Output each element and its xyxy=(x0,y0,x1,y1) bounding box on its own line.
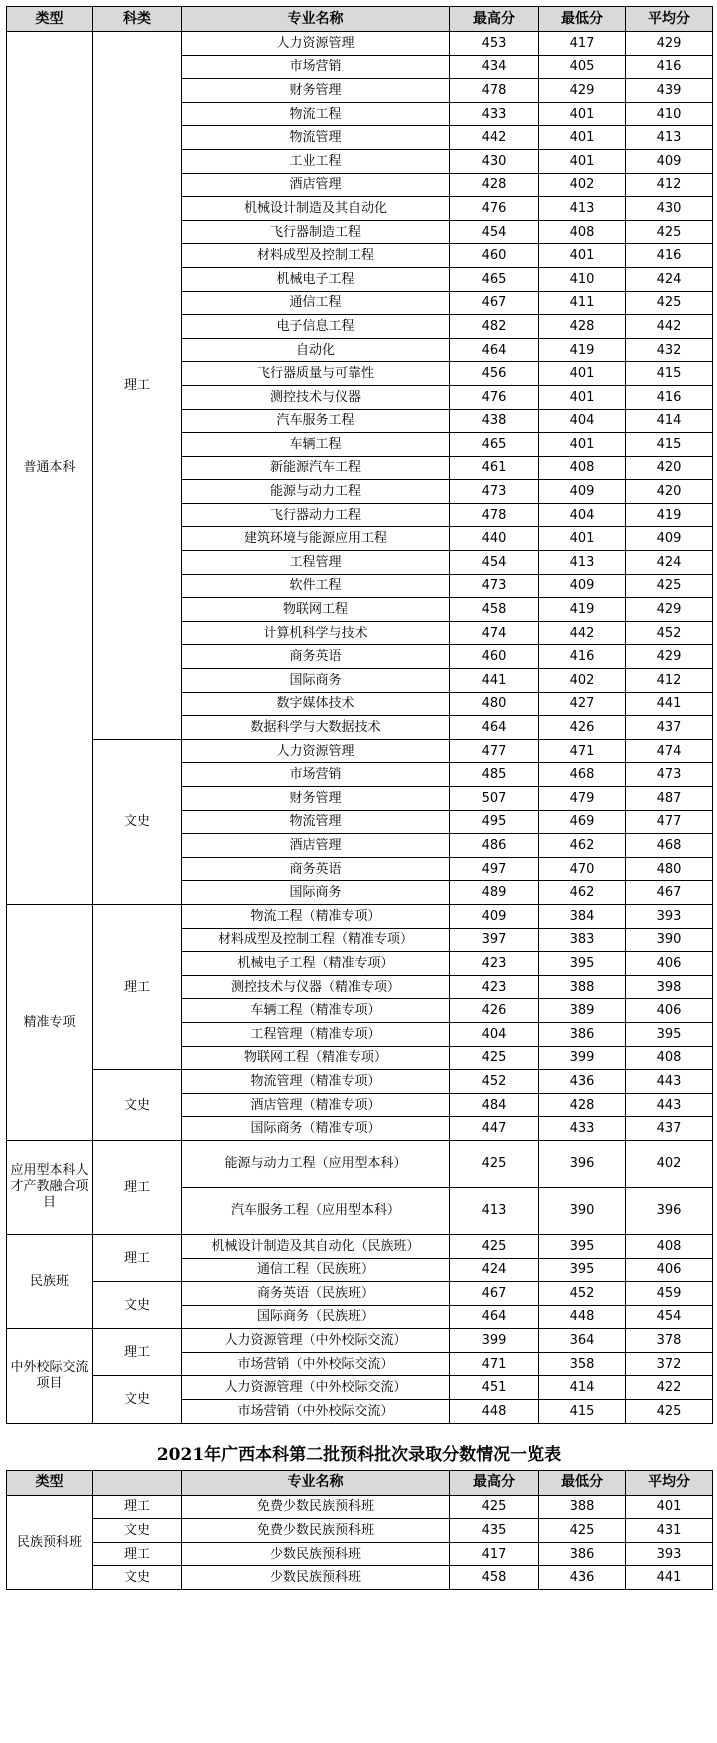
major-name-cell: 免费少数民族预科班 xyxy=(182,1519,450,1543)
major-name-cell: 机械电子工程 xyxy=(182,267,450,291)
table-row xyxy=(7,1282,713,1306)
avg-score-cell: 413 xyxy=(626,126,713,150)
major-name-cell: 国际商务 xyxy=(182,881,450,905)
max-score-cell: 464 xyxy=(450,1305,539,1329)
min-score-cell: 415 xyxy=(539,1400,626,1424)
max-score-cell: 473 xyxy=(450,574,539,598)
max-score-cell: 473 xyxy=(450,480,539,504)
avg-score-cell: 416 xyxy=(626,244,713,268)
max-score-cell: 464 xyxy=(450,716,539,740)
min-score-cell: 425 xyxy=(539,1519,626,1543)
max-score-cell: 451 xyxy=(450,1376,539,1400)
major-name-cell: 软件工程 xyxy=(182,574,450,598)
avg-score-cell: 408 xyxy=(626,1046,713,1070)
category-cell: 文史 xyxy=(93,1070,182,1141)
min-score-cell: 404 xyxy=(539,409,626,433)
avg-score-cell: 467 xyxy=(626,881,713,905)
max-score-cell: 423 xyxy=(450,975,539,999)
max-score-cell: 425 xyxy=(450,1140,539,1187)
min-score-cell: 401 xyxy=(539,244,626,268)
max-score-cell: 425 xyxy=(450,1495,539,1519)
avg-score-cell: 487 xyxy=(626,787,713,811)
max-score-cell: 424 xyxy=(450,1258,539,1282)
major-name-cell: 自动化 xyxy=(182,338,450,362)
max-score-cell: 423 xyxy=(450,952,539,976)
min-score-cell: 384 xyxy=(539,904,626,928)
avg-score-cell: 402 xyxy=(626,1140,713,1187)
header-type: 类型 xyxy=(7,1470,93,1495)
min-score-cell: 401 xyxy=(539,149,626,173)
min-score-cell: 452 xyxy=(539,1282,626,1306)
min-score-cell: 417 xyxy=(539,32,626,56)
min-score-cell: 389 xyxy=(539,999,626,1023)
major-name-cell: 机械电子工程（精准专项） xyxy=(182,952,450,976)
major-name-cell: 建筑环境与能源应用工程 xyxy=(182,527,450,551)
table-row xyxy=(7,1070,713,1094)
category-cell: 理工 xyxy=(93,904,182,1069)
major-name-cell: 物联网工程（精准专项） xyxy=(182,1046,450,1070)
max-score-cell: 485 xyxy=(450,763,539,787)
major-name-cell: 人力资源管理 xyxy=(182,739,450,763)
avg-score-cell: 454 xyxy=(626,1305,713,1329)
min-score-cell: 462 xyxy=(539,834,626,858)
max-score-cell: 467 xyxy=(450,291,539,315)
preparatory-score-table xyxy=(6,1470,713,1590)
avg-score-cell: 459 xyxy=(626,1282,713,1306)
max-score-cell: 435 xyxy=(450,1519,539,1543)
max-score-cell: 507 xyxy=(450,787,539,811)
avg-score-cell: 390 xyxy=(626,928,713,952)
max-score-cell: 452 xyxy=(450,1070,539,1094)
max-score-cell: 456 xyxy=(450,362,539,386)
min-score-cell: 416 xyxy=(539,645,626,669)
major-name-cell: 汽车服务工程 xyxy=(182,409,450,433)
major-name-cell: 市场营销 xyxy=(182,55,450,79)
avg-score-cell: 441 xyxy=(626,692,713,716)
avg-score-cell: 424 xyxy=(626,551,713,575)
major-name-cell: 机械设计制造及其自动化（民族班） xyxy=(182,1234,450,1258)
major-name-cell: 免费少数民族预科班 xyxy=(182,1495,450,1519)
category-cell: 理工 xyxy=(93,32,182,740)
major-name-cell: 人力资源管理（中外校际交流） xyxy=(182,1376,450,1400)
major-name-cell: 车辆工程（精准专项） xyxy=(182,999,450,1023)
avg-score-cell: 473 xyxy=(626,763,713,787)
max-score-cell: 474 xyxy=(450,621,539,645)
table-row xyxy=(7,1519,713,1543)
header-major: 专业名称 xyxy=(182,1470,450,1495)
avg-score-cell: 431 xyxy=(626,1519,713,1543)
major-name-cell: 市场营销 xyxy=(182,763,450,787)
min-score-cell: 388 xyxy=(539,1495,626,1519)
major-name-cell: 财务管理 xyxy=(182,79,450,103)
avg-score-cell: 452 xyxy=(626,621,713,645)
major-name-cell: 计算机科学与技术 xyxy=(182,621,450,645)
major-name-cell: 物流管理 xyxy=(182,810,450,834)
min-score-cell: 401 xyxy=(539,527,626,551)
major-name-cell: 市场营销（中外校际交流） xyxy=(182,1400,450,1424)
table-row xyxy=(7,1566,713,1590)
max-score-cell: 428 xyxy=(450,173,539,197)
min-score-cell: 471 xyxy=(539,739,626,763)
avg-score-cell: 406 xyxy=(626,999,713,1023)
max-score-cell: 482 xyxy=(450,315,539,339)
header-min-score: 最低分 xyxy=(539,1470,626,1495)
max-score-cell: 467 xyxy=(450,1282,539,1306)
table-body xyxy=(7,32,713,1424)
min-score-cell: 402 xyxy=(539,173,626,197)
avg-score-cell: 419 xyxy=(626,503,713,527)
max-score-cell: 442 xyxy=(450,126,539,150)
major-name-cell: 新能源汽车工程 xyxy=(182,456,450,480)
major-name-cell: 物流工程 xyxy=(182,102,450,126)
major-name-cell: 人力资源管理 xyxy=(182,32,450,56)
max-score-cell: 433 xyxy=(450,102,539,126)
major-name-cell: 飞行器动力工程 xyxy=(182,503,450,527)
min-score-cell: 448 xyxy=(539,1305,626,1329)
type-cell: 普通本科 xyxy=(7,32,93,905)
min-score-cell: 401 xyxy=(539,385,626,409)
major-name-cell: 测控技术与仪器 xyxy=(182,385,450,409)
min-score-cell: 386 xyxy=(539,1542,626,1566)
major-name-cell: 少数民族预科班 xyxy=(182,1566,450,1590)
major-name-cell: 市场营销（中外校际交流） xyxy=(182,1352,450,1376)
major-name-cell: 数据科学与大数据技术 xyxy=(182,716,450,740)
min-score-cell: 386 xyxy=(539,1022,626,1046)
min-score-cell: 462 xyxy=(539,881,626,905)
max-score-cell: 440 xyxy=(450,527,539,551)
category-cell: 理工 xyxy=(93,1329,182,1376)
table-row xyxy=(7,739,713,763)
major-name-cell: 财务管理 xyxy=(182,787,450,811)
min-score-cell: 468 xyxy=(539,763,626,787)
avg-score-cell: 425 xyxy=(626,291,713,315)
min-score-cell: 395 xyxy=(539,952,626,976)
header-max-score: 最高分 xyxy=(450,1470,539,1495)
table-row xyxy=(7,1376,713,1400)
max-score-cell: 478 xyxy=(450,503,539,527)
category-cell: 文史 xyxy=(93,1376,182,1423)
max-score-cell: 454 xyxy=(450,220,539,244)
avg-score-cell: 412 xyxy=(626,173,713,197)
max-score-cell: 476 xyxy=(450,385,539,409)
major-name-cell: 少数民族预科班 xyxy=(182,1542,450,1566)
category-cell: 文史 xyxy=(93,1282,182,1329)
max-score-cell: 471 xyxy=(450,1352,539,1376)
major-name-cell: 商务英语（民族班） xyxy=(182,1282,450,1306)
min-score-cell: 409 xyxy=(539,574,626,598)
header-avg-score: 平均分 xyxy=(626,7,713,32)
avg-score-cell: 396 xyxy=(626,1187,713,1234)
major-name-cell: 国际商务（精准专项） xyxy=(182,1117,450,1141)
avg-score-cell: 415 xyxy=(626,433,713,457)
avg-score-cell: 474 xyxy=(626,739,713,763)
major-name-cell: 工程管理 xyxy=(182,551,450,575)
max-score-cell: 417 xyxy=(450,1542,539,1566)
major-name-cell: 物联网工程 xyxy=(182,598,450,622)
max-score-cell: 448 xyxy=(450,1400,539,1424)
header-min-score: 最低分 xyxy=(539,7,626,32)
major-name-cell: 能源与动力工程（应用型本科） xyxy=(182,1140,450,1187)
avg-score-cell: 429 xyxy=(626,598,713,622)
category-cell: 理工 xyxy=(93,1542,182,1566)
avg-score-cell: 437 xyxy=(626,1117,713,1141)
max-score-cell: 413 xyxy=(450,1187,539,1234)
min-score-cell: 405 xyxy=(539,55,626,79)
table-header-row xyxy=(7,7,713,32)
avg-score-cell: 393 xyxy=(626,904,713,928)
page xyxy=(6,6,712,1590)
major-name-cell: 材料成型及控制工程 xyxy=(182,244,450,268)
avg-score-cell: 430 xyxy=(626,197,713,221)
avg-score-cell: 408 xyxy=(626,1234,713,1258)
table-row xyxy=(7,1234,713,1258)
avg-score-cell: 415 xyxy=(626,362,713,386)
min-score-cell: 414 xyxy=(539,1376,626,1400)
min-score-cell: 395 xyxy=(539,1258,626,1282)
avg-score-cell: 378 xyxy=(626,1329,713,1353)
category-cell: 文史 xyxy=(93,739,182,904)
max-score-cell: 458 xyxy=(450,598,539,622)
max-score-cell: 489 xyxy=(450,881,539,905)
avg-score-cell: 422 xyxy=(626,1376,713,1400)
avg-score-cell: 406 xyxy=(626,1258,713,1282)
table-row xyxy=(7,1140,713,1187)
min-score-cell: 436 xyxy=(539,1070,626,1094)
min-score-cell: 390 xyxy=(539,1187,626,1234)
table-row xyxy=(7,1495,713,1519)
min-score-cell: 419 xyxy=(539,598,626,622)
max-score-cell: 434 xyxy=(450,55,539,79)
min-score-cell: 399 xyxy=(539,1046,626,1070)
avg-score-cell: 424 xyxy=(626,267,713,291)
category-cell: 文史 xyxy=(93,1519,182,1543)
min-score-cell: 413 xyxy=(539,551,626,575)
second-table-title: 2021年广西本科第二批预科批次录取分数情况一览表 xyxy=(156,1444,562,1465)
min-score-cell: 419 xyxy=(539,338,626,362)
min-score-cell: 433 xyxy=(539,1117,626,1141)
type-cell: 民族预科班 xyxy=(7,1495,93,1589)
max-score-cell: 447 xyxy=(450,1117,539,1141)
min-score-cell: 427 xyxy=(539,692,626,716)
avg-score-cell: 425 xyxy=(626,220,713,244)
avg-score-cell: 425 xyxy=(626,574,713,598)
major-name-cell: 工程管理（精准专项） xyxy=(182,1022,450,1046)
avg-score-cell: 441 xyxy=(626,1566,713,1590)
type-cell: 应用型本科人才产教融合项目 xyxy=(7,1140,93,1234)
avg-score-cell: 480 xyxy=(626,857,713,881)
min-score-cell: 479 xyxy=(539,787,626,811)
table-row xyxy=(7,904,713,928)
major-name-cell: 通信工程 xyxy=(182,291,450,315)
min-score-cell: 411 xyxy=(539,291,626,315)
min-score-cell: 429 xyxy=(539,79,626,103)
avg-score-cell: 410 xyxy=(626,102,713,126)
max-score-cell: 458 xyxy=(450,1566,539,1590)
min-score-cell: 401 xyxy=(539,362,626,386)
major-name-cell: 飞行器制造工程 xyxy=(182,220,450,244)
major-name-cell: 电子信息工程 xyxy=(182,315,450,339)
min-score-cell: 408 xyxy=(539,220,626,244)
major-name-cell: 物流管理 xyxy=(182,126,450,150)
max-score-cell: 476 xyxy=(450,197,539,221)
max-score-cell: 478 xyxy=(450,79,539,103)
min-score-cell: 410 xyxy=(539,267,626,291)
avg-score-cell: 409 xyxy=(626,149,713,173)
min-score-cell: 388 xyxy=(539,975,626,999)
max-score-cell: 460 xyxy=(450,645,539,669)
table-row xyxy=(7,32,713,56)
avg-score-cell: 443 xyxy=(626,1070,713,1094)
avg-score-cell: 412 xyxy=(626,669,713,693)
min-score-cell: 428 xyxy=(539,315,626,339)
major-name-cell: 测控技术与仪器（精准专项） xyxy=(182,975,450,999)
major-name-cell: 汽车服务工程（应用型本科） xyxy=(182,1187,450,1234)
min-score-cell: 442 xyxy=(539,621,626,645)
min-score-cell: 401 xyxy=(539,126,626,150)
min-score-cell: 436 xyxy=(539,1566,626,1590)
max-score-cell: 465 xyxy=(450,267,539,291)
max-score-cell: 497 xyxy=(450,857,539,881)
avg-score-cell: 395 xyxy=(626,1022,713,1046)
min-score-cell: 401 xyxy=(539,102,626,126)
major-name-cell: 工业工程 xyxy=(182,149,450,173)
avg-score-cell: 420 xyxy=(626,480,713,504)
major-name-cell: 材料成型及控制工程（精准专项） xyxy=(182,928,450,952)
avg-score-cell: 398 xyxy=(626,975,713,999)
avg-score-cell: 429 xyxy=(626,645,713,669)
second-table-header-row xyxy=(7,1470,713,1495)
header-major: 专业名称 xyxy=(182,7,450,32)
avg-score-cell: 420 xyxy=(626,456,713,480)
min-score-cell: 413 xyxy=(539,197,626,221)
header-category: 科类 xyxy=(93,7,182,32)
max-score-cell: 464 xyxy=(450,338,539,362)
max-score-cell: 477 xyxy=(450,739,539,763)
major-name-cell: 酒店管理（精准专项） xyxy=(182,1093,450,1117)
major-name-cell: 国际商务 xyxy=(182,669,450,693)
min-score-cell: 402 xyxy=(539,669,626,693)
min-score-cell: 409 xyxy=(539,480,626,504)
avg-score-cell: 425 xyxy=(626,1400,713,1424)
major-name-cell: 飞行器质量与可靠性 xyxy=(182,362,450,386)
major-name-cell: 国际商务（民族班） xyxy=(182,1305,450,1329)
avg-score-cell: 372 xyxy=(626,1352,713,1376)
avg-score-cell: 439 xyxy=(626,79,713,103)
min-score-cell: 396 xyxy=(539,1140,626,1187)
major-name-cell: 车辆工程 xyxy=(182,433,450,457)
max-score-cell: 460 xyxy=(450,244,539,268)
avg-score-cell: 409 xyxy=(626,527,713,551)
max-score-cell: 399 xyxy=(450,1329,539,1353)
min-score-cell: 401 xyxy=(539,433,626,457)
min-score-cell: 428 xyxy=(539,1093,626,1117)
max-score-cell: 465 xyxy=(450,433,539,457)
min-score-cell: 383 xyxy=(539,928,626,952)
avg-score-cell: 414 xyxy=(626,409,713,433)
avg-score-cell: 406 xyxy=(626,952,713,976)
max-score-cell: 425 xyxy=(450,1046,539,1070)
avg-score-cell: 432 xyxy=(626,338,713,362)
type-cell: 中外校际交流项目 xyxy=(7,1329,93,1423)
min-score-cell: 358 xyxy=(539,1352,626,1376)
major-name-cell: 酒店管理 xyxy=(182,173,450,197)
avg-score-cell: 443 xyxy=(626,1093,713,1117)
min-score-cell: 404 xyxy=(539,503,626,527)
max-score-cell: 441 xyxy=(450,669,539,693)
avg-score-cell: 442 xyxy=(626,315,713,339)
min-score-cell: 469 xyxy=(539,810,626,834)
major-name-cell: 能源与动力工程 xyxy=(182,480,450,504)
max-score-cell: 409 xyxy=(450,904,539,928)
max-score-cell: 454 xyxy=(450,551,539,575)
max-score-cell: 425 xyxy=(450,1234,539,1258)
category-cell: 理工 xyxy=(93,1495,182,1519)
avg-score-cell: 477 xyxy=(626,810,713,834)
second-table-body xyxy=(7,1495,713,1589)
header-blank xyxy=(93,1470,182,1495)
major-name-cell: 酒店管理 xyxy=(182,834,450,858)
min-score-cell: 364 xyxy=(539,1329,626,1353)
category-cell: 文史 xyxy=(93,1566,182,1590)
major-name-cell: 通信工程（民族班） xyxy=(182,1258,450,1282)
min-score-cell: 470 xyxy=(539,857,626,881)
category-cell: 理工 xyxy=(93,1140,182,1234)
category-cell: 理工 xyxy=(93,1234,182,1281)
max-score-cell: 453 xyxy=(450,32,539,56)
max-score-cell: 438 xyxy=(450,409,539,433)
type-cell: 民族班 xyxy=(7,1234,93,1328)
max-score-cell: 430 xyxy=(450,149,539,173)
table-row xyxy=(7,1542,713,1566)
avg-score-cell: 429 xyxy=(626,32,713,56)
major-name-cell: 机械设计制造及其自动化 xyxy=(182,197,450,221)
header-max-score: 最高分 xyxy=(450,7,539,32)
min-score-cell: 408 xyxy=(539,456,626,480)
major-name-cell: 物流管理（精准专项） xyxy=(182,1070,450,1094)
max-score-cell: 484 xyxy=(450,1093,539,1117)
min-score-cell: 395 xyxy=(539,1234,626,1258)
max-score-cell: 480 xyxy=(450,692,539,716)
major-name-cell: 商务英语 xyxy=(182,857,450,881)
avg-score-cell: 468 xyxy=(626,834,713,858)
major-name-cell: 物流工程（精准专项） xyxy=(182,904,450,928)
max-score-cell: 426 xyxy=(450,999,539,1023)
avg-score-cell: 437 xyxy=(626,716,713,740)
major-name-cell: 数字媒体技术 xyxy=(182,692,450,716)
avg-score-cell: 416 xyxy=(626,55,713,79)
avg-score-cell: 401 xyxy=(626,1495,713,1519)
major-name-cell: 商务英语 xyxy=(182,645,450,669)
max-score-cell: 495 xyxy=(450,810,539,834)
max-score-cell: 404 xyxy=(450,1022,539,1046)
header-type: 类型 xyxy=(7,7,93,32)
avg-score-cell: 393 xyxy=(626,1542,713,1566)
admission-score-table xyxy=(6,6,713,1424)
max-score-cell: 486 xyxy=(450,834,539,858)
table-row xyxy=(7,1329,713,1353)
header-avg-score: 平均分 xyxy=(626,1470,713,1495)
max-score-cell: 461 xyxy=(450,456,539,480)
major-name-cell: 人力资源管理（中外校际交流） xyxy=(182,1329,450,1353)
avg-score-cell: 416 xyxy=(626,385,713,409)
type-cell: 精准专项 xyxy=(7,904,93,1140)
min-score-cell: 426 xyxy=(539,716,626,740)
max-score-cell: 397 xyxy=(450,928,539,952)
